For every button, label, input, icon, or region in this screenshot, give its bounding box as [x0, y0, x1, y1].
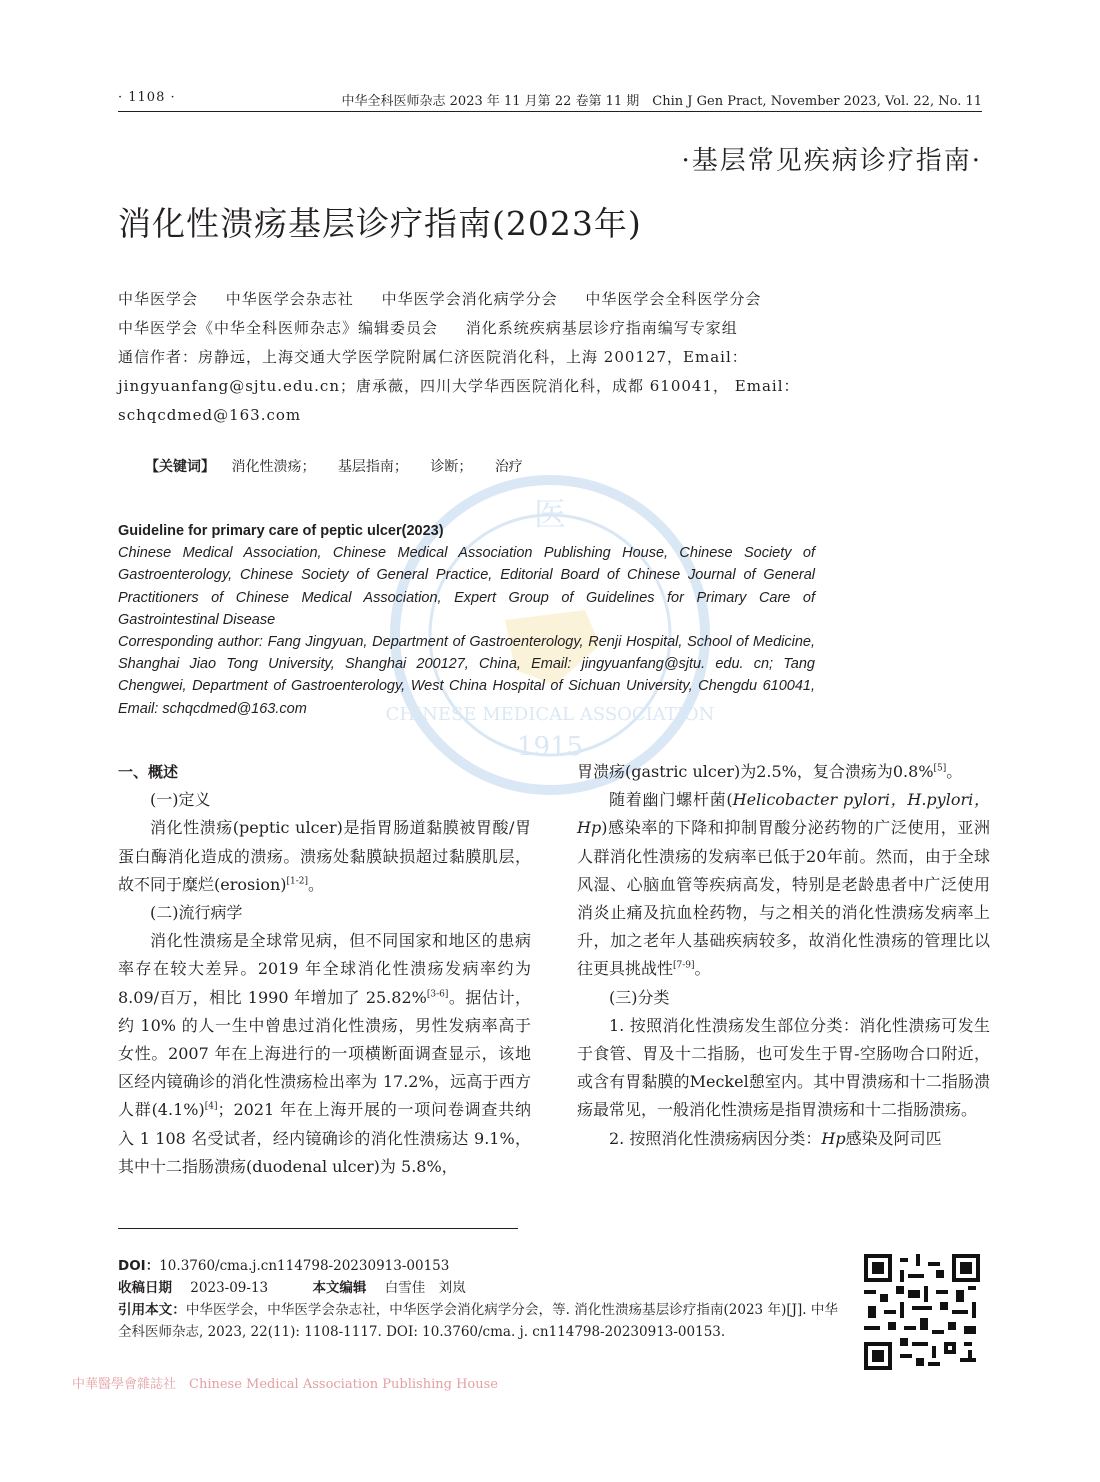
paragraph: 随着幽门螺杆菌(Helicobacter pylori，H.pylori，Hp)感染率的下降和抑制胃酸分泌药物的广泛使用，亚洲人群消化性溃疡的发病率已低于20年前。然而，由于全球风湿、心脑血管等疾病高发，特别是老龄患者中广泛使用消炎止痛及抗血栓药物，与之相关的消化性溃疡发病率上升，加之老年人基础疾病较多，故消化性溃疡的管理比以往更具挑战性[7-9]。: [577, 790, 990, 979]
paragraph: 2. 按照消化性溃疡病因分类：Hp感染及阿司匹: [609, 1128, 942, 1148]
received-date: 2023-09-13: [190, 1280, 269, 1296]
paragraph: 胃溃疡(gastric ulcer)为2.5%，复合溃疡为0.8%[5]。: [577, 762, 963, 781]
correspondence-line: schqcdmed@163.com: [118, 406, 302, 424]
doi-link[interactable]: 10.3760/cma.j.cn114798-20230913-00153: [159, 1258, 450, 1274]
page-number: · 1108 ·: [118, 90, 176, 105]
column-label: ·基层常见疾病诊疗指南·: [681, 146, 982, 176]
english-authors: Chinese Medical Association, Chinese Medical Association Publishing House, Chinese Society of Gastroenterology, Chinese Society of General Practice, Editorial Board of Chinese Journal of General Practitioners of Chinese Medical Association, Expert Group of Guidelines for Primary Care of Gastrointestinal Disease: [118, 545, 815, 628]
correspondence-line: jingyuanfang@sjtu.edu.cn；唐承薇，四川大学华西医院消化科，成都 610041， Email：: [118, 377, 800, 395]
keyword: 治疗: [494, 459, 523, 475]
journal-header: 中华全科医师杂志 2023 年 11 月第 22 卷第 11 期 Chin J Gen Pract, November 2023, Vol. 22, No. 11: [341, 94, 982, 109]
subheading: (二)流行病学: [150, 903, 243, 923]
footer-rule: [118, 1228, 518, 1229]
citation-label: 引用本文：: [118, 1302, 186, 1318]
editor-label: 本文编辑: [312, 1280, 367, 1296]
article-footer: [118, 1255, 838, 1343]
watermark-year: 1915: [516, 732, 584, 762]
paragraph: 消化性溃疡(peptic ulcer)是指胃肠道黏膜被胃酸/胃蛋白酶消化造成的溃疡。溃疡处黏膜缺损超过黏膜肌层，故不同于糜烂(erosion)[1-2]。: [118, 818, 531, 894]
paragraph: 1. 按照消化性溃疡发生部位分类：消化性溃疡可发生于食管、胃及十二指肠，也可发生于胃-空肠吻合口附近，或含有胃黏膜的Meckel憩室内。其中胃溃疡和十二指肠溃疡最常见，一般消化性溃疡是指胃溃疡和十二指肠溃疡。: [577, 1015, 990, 1120]
author-org: 中华医学会: [118, 290, 199, 308]
author-org: 中华医学会《中华全科医师杂志》编辑委员会: [118, 319, 439, 337]
author-org: 消化系统疾病基层诊疗指南编写专家组: [465, 319, 738, 337]
author-org: 中华医学会消化病学分会: [381, 290, 558, 308]
author-block: [118, 285, 988, 430]
correspondence-line: 通信作者：房静远，上海交通大学医学院附属仁济医院消化科，上海 200127，Email：: [118, 348, 748, 366]
citation-ref: [5]: [933, 763, 947, 774]
keyword: 基层指南；: [337, 459, 408, 475]
subheading: (一)定义: [150, 790, 211, 810]
citation-ref: [4]: [204, 1102, 218, 1113]
english-corresponding: Corresponding author: Fang Jingyuan, Department of Gastroenterology, Renji Hospital, School of Medicine, Shanghai Jiao Tong University, Shanghai 200127, China, Email: jingyuanfang@sjtu. edu. cn; Tang Chengwei, Department of Gastroenterology, West China Hospital of Sichuan University, Chengdu 610041, Email: schqcdmed@163.com: [118, 634, 815, 717]
subheading: (三)分类: [609, 987, 670, 1007]
editors: 白雪佳 刘岚: [384, 1280, 466, 1296]
english-abstract: [118, 520, 815, 720]
doi-label: DOI：: [118, 1258, 160, 1274]
keywords-label: 【关键词】: [145, 459, 215, 475]
keywords: [145, 456, 541, 476]
citation-ref: [1-2]: [286, 876, 309, 887]
keyword: 诊断；: [430, 459, 473, 475]
section-heading: 一、概述: [118, 763, 179, 781]
right-column: [577, 758, 990, 1153]
publisher-mark: 中華醫學會雜誌社 Chinese Medical Association Publishing House: [72, 1377, 498, 1392]
author-org: 中华医学会全科医学分会: [585, 290, 762, 308]
citation-ref: [3-6]: [426, 989, 449, 1000]
received-label: 收稿日期: [118, 1280, 172, 1296]
author-org: 中华医学会杂志社: [225, 290, 354, 308]
page-title: 消化性溃疡基层诊疗指南(2023年): [118, 204, 642, 243]
watermark-text: CHINESE MEDICAL ASSOCIATION: [385, 704, 715, 725]
keyword: 消化性溃疡；: [231, 459, 316, 475]
left-column: [118, 758, 531, 1181]
paragraph: 消化性溃疡是全球常见病，但不同国家和地区的患病率存在较大差异。2019 年全球消化性溃疡发病率约为 8.09/百万，相比 1990 年增加了 25.82%[3-6]。据估计，约 10% 的人一生中曾患过消化性溃疡，男性发病率高于女性。2007 年在上海进行的一项横断面调查显示，该地区经内镜确诊的消化性溃疡检出率为 17.2%，远高于西方人群(4.1%)[4]；2021 年在上海开展的一项问卷调查共纳入 1 108 名受试者，经内镜确诊的消化性溃疡达 9.1%，其中十二指肠溃疡(duodenal ulcer)为 5.8%，: [118, 931, 531, 1176]
citation-ref: [7-9]: [673, 961, 695, 972]
english-title: Guideline for primary care of peptic ulcer(2023): [118, 523, 444, 539]
watermark-char: 医: [533, 495, 567, 533]
qr-code[interactable]: [864, 1254, 980, 1370]
header-rule: [118, 111, 982, 112]
citation-text: 中华医学会，中华医学会杂志社，中华医学会消化病学分会，等. 消化性溃疡基层诊疗指南(2023 年)[J]. 中华全科医师杂志, 2023, 22(11): 1108-1117. DOI: 10.3760/cma. j. cn114798-20230913-00153.: [118, 1302, 838, 1340]
